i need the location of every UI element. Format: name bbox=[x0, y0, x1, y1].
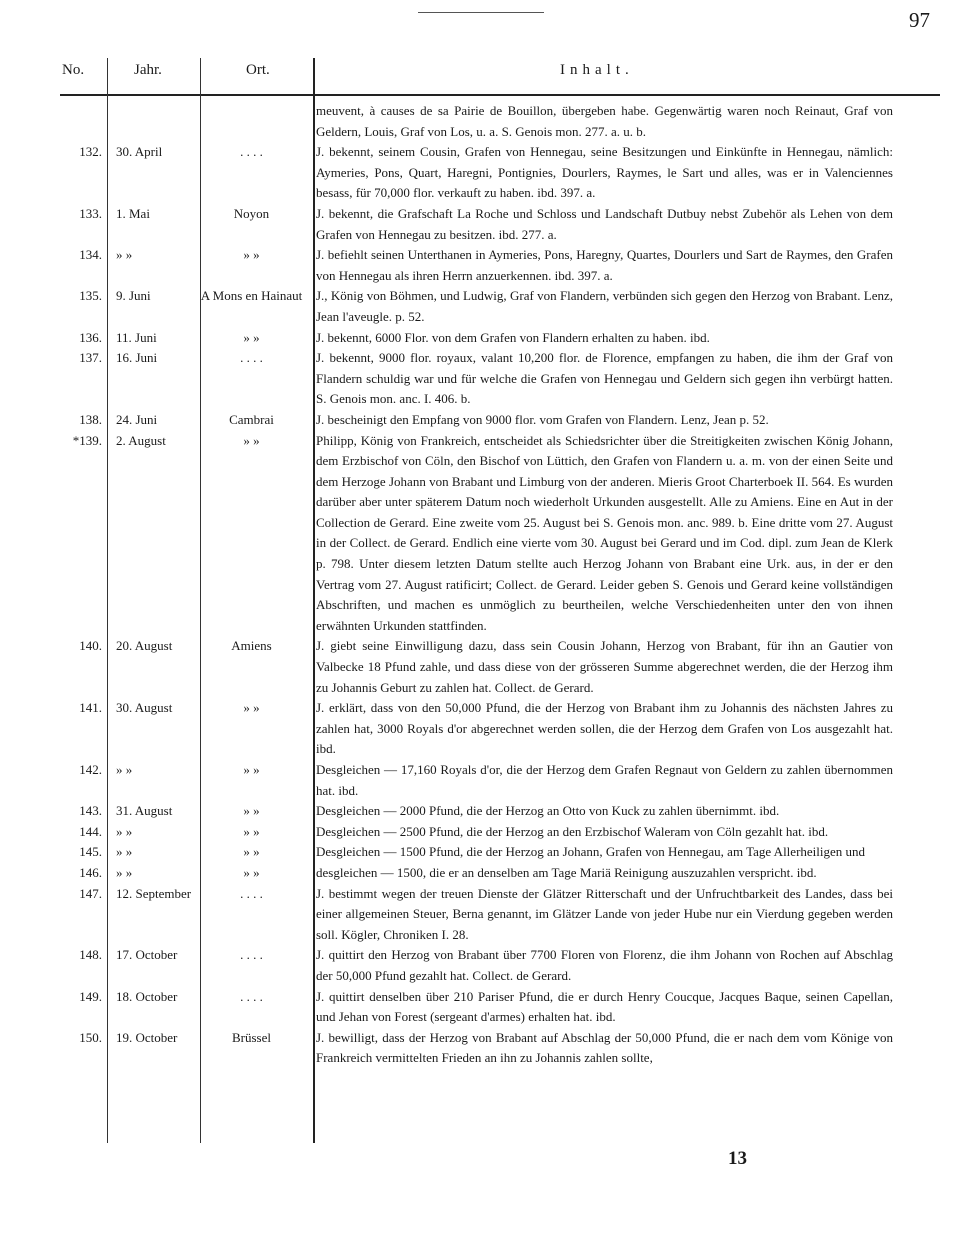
entry-date bbox=[102, 101, 195, 142]
table-row bbox=[60, 822, 950, 843]
entry-number: 149. bbox=[79, 988, 102, 1004]
entry-place: » » bbox=[243, 803, 260, 819]
table-row bbox=[60, 760, 950, 801]
entry-date: 12. September bbox=[116, 885, 192, 901]
entry-date: 17. October bbox=[116, 947, 178, 963]
table-row bbox=[60, 945, 950, 986]
entry-number: *139. bbox=[72, 432, 102, 448]
entry-date: 16. Juni bbox=[116, 350, 158, 366]
entry-number: 143. bbox=[79, 803, 102, 819]
entry-content: J. befiehlt seinen Unterthanen in Aymeries, Pons, Haregny, Quartes, Dourlers und Sart de Raymes, den Grafen von Hennegau als ihren Herrn anzuerkennen. ibd. 397. a. bbox=[316, 247, 893, 283]
entry-date: 1. Mai bbox=[116, 205, 150, 221]
entry-content: Desgleichen — 1500 Pfund, die der Herzog an Johann, Grafen von Hennegau, am Tage Allerheiligen und bbox=[316, 844, 866, 860]
entry-content: J. quittirt den Herzog von Brabant über 7700 Floren von Florenz, die ihm Johann von Rochen auf Abschlag der 50,000 Pfund gezahlt hat. Collect. de Gerard. bbox=[316, 947, 893, 983]
entry-number: 146. bbox=[79, 864, 102, 880]
entry-content: J. quittirt denselben über 210 Pariser Pfund, die er durch Henry Coucque, Jacques Baque, seinen Capellan, und Jehan von Forest (sergeant d'armes) erhalten hat. ibd. bbox=[316, 988, 893, 1025]
table-row bbox=[60, 884, 950, 946]
entry-place bbox=[195, 101, 308, 142]
header-jahr: Jahr. bbox=[134, 62, 162, 78]
entry-number: 135. bbox=[79, 288, 102, 304]
table-row bbox=[60, 328, 950, 349]
entry-place: » » bbox=[243, 329, 260, 345]
table-row bbox=[60, 987, 950, 1028]
header-inhalt: Inhalt. bbox=[560, 62, 634, 78]
entry-date: 18. October bbox=[116, 988, 178, 1004]
entry-content: J. bewilligt, dass der Herzog von Brabant auf Abschlag der 50,000 Pfund, die er nach dem vom Könige von Frankreich vermittelten Frieden an ihn zu Johannis zahlen sollte, bbox=[316, 1029, 893, 1066]
entry-place: . . . . bbox=[240, 350, 263, 366]
entry-place: » » bbox=[243, 247, 260, 263]
entry-date: 20. August bbox=[116, 638, 173, 654]
entry-place: » » bbox=[243, 844, 260, 860]
table-row bbox=[60, 801, 950, 822]
entry-date: 9. Juni bbox=[116, 288, 151, 304]
entry-number: 142. bbox=[79, 762, 102, 777]
entry-number: 150. bbox=[79, 1029, 102, 1045]
entry-place: Amiens bbox=[231, 638, 272, 654]
entry-place: » » bbox=[243, 700, 260, 716]
table-row bbox=[60, 842, 950, 863]
entry-content: desgleichen — 1500, die er an denselben am Tage Mariä Reinigung auszuzahlen verspricht. ibd. bbox=[316, 864, 817, 880]
table-row bbox=[60, 410, 950, 431]
entry-place: » » bbox=[243, 823, 260, 839]
entry-content: J. bescheinigt den Empfang von 9000 flor. vom Grafen von Flandern. Lenz, Jean p. 52. bbox=[316, 411, 769, 427]
table-row bbox=[60, 142, 950, 204]
entry-content: Desgleichen — 17,160 Royals d'or, die der Herzog dem Grafen Regnaut von Geldern zu zahlen übernommen hat. ibd. bbox=[316, 762, 893, 798]
table-row bbox=[60, 286, 950, 327]
entry-number: 145. bbox=[79, 844, 102, 860]
entry-date: » » bbox=[116, 864, 133, 880]
entry-date: 11. Juni bbox=[116, 329, 157, 345]
table-row bbox=[60, 348, 950, 410]
entry-place: Cambrai bbox=[229, 411, 274, 427]
entry-content: meuvent, à causes de sa Pairie de Bouillon, übergeben habe. Gegenwärtig waren noch Reinaut, Graf von Geldern, Louis, Graf von Los, u. a. S. Genois mon. 277. a. u. b. bbox=[316, 103, 893, 139]
entry-number: 136. bbox=[79, 329, 102, 345]
entry-place: Noyon bbox=[233, 205, 270, 221]
entry-content: J. giebt seine Einwilligung dazu, dass sein Cousin Johann, Herzog von Brabant, für ihn an Gautier von Valbecke 18 Pfund zahle, und dass diese von der grösseren Summe abgerechnet werden, die der Herzog ihm zu Johannis Geburt zu zahlen hat. Collect. de Gerard. bbox=[316, 638, 893, 695]
entry-number: 134. bbox=[79, 247, 102, 263]
entry-date: 30. April bbox=[116, 144, 163, 160]
entry-content: Desgleichen — 2000 Pfund, die der Herzog an Otto von Kuck zu zahlen übernimmt. ibd. bbox=[316, 803, 780, 819]
entry-date: 30. August bbox=[116, 700, 173, 716]
entry-place: . . . . bbox=[240, 885, 263, 901]
entries-table bbox=[60, 101, 950, 1069]
entry-number: 147. bbox=[79, 885, 102, 901]
table-header bbox=[60, 60, 940, 90]
table-row bbox=[60, 698, 950, 760]
table-row bbox=[60, 431, 950, 637]
entry-number: 140. bbox=[79, 638, 102, 654]
entry-place: . . . . bbox=[240, 988, 263, 1004]
entry-number: 132. bbox=[79, 144, 102, 160]
entry-content: J. bekennt, seinem Cousin, Grafen von Hennegau, seine Besitzungen und Einkünfte in Hennegau, nämlich: Aymeries, Pons, Quart, Haregni, Pontignies, Dourlers, Raymes, le Sart und alles, was er in Valenciennes besass, für 70,000 flor. verkauft zu haben. ibd. 397. a. bbox=[316, 144, 893, 201]
entry-content: J., König von Böhmen, und Ludwig, Graf von Flandern, verbünden sich gegen den Herzog von Brabant. Lenz, Jean l'aveugle. p. 52. bbox=[316, 288, 893, 324]
entry-place: . . . . bbox=[240, 947, 263, 963]
entry-number: 133. bbox=[79, 205, 102, 221]
entry-place: » » bbox=[243, 762, 260, 777]
entry-date: » » bbox=[116, 823, 133, 839]
page-number: 97 bbox=[909, 8, 930, 32]
entry-content: Philipp, König von Frankreich, entscheidet als Schiedsrichter über die Streitigkeiten zwischen König Johann, dem Erzbischof von Cöln, den Bischof von Lüttich, den Grafen von Flandern u. a. m. von der einen Seite und dem Herzoge Johann von Brabant und Limburg von der anderen. Mieris Groot Charterboek II. 564. Es wurden darüber aber unter späterem Datum noch wiederholt Urkunden ausgestellt. Alle zu Amiens. Eine en Aut in der Collection de Gerard. Eine zweite vom 25. August bei S. Genois mon. anc. 989. b. Eine dritte vom 27. August in der Collect. de Gerard. Endlich eine vierte vom 30. August bei Gerard und im Cod. dipl. zum Jean de Klerk p. 798. Unter diesem letzten Datum stellte auch Herzog Johann von Brabant eine Urk. aus, in der er den Vertrag vom 27. August ratificirt; Collect. de Gerard. Leider geben S. Genois und Gerard keine vollständigen Abschriften, und machen es unmöglich zu beurtheilen, welche Verschiedenheiten unter den von ihnen erwähnten Urkunden stattfinden. bbox=[316, 432, 893, 633]
entry-content: J. bestimmt wegen der treuen Dienste der Glätzer Ritterschaft und der Unfruchtbarkeit des Landes, dass bei einer allgemeinen Steuer, Berna genannt, im Glätzer Lande von jeder Hube nur ein Vierdung gegeben werden soll. Kögler, Chroniken I. 28. bbox=[316, 885, 893, 942]
header-rule bbox=[60, 94, 940, 96]
entry-date: » » bbox=[116, 762, 133, 777]
table-row bbox=[60, 1028, 950, 1069]
entry-place: » » bbox=[243, 864, 260, 880]
header-no: No. bbox=[62, 62, 85, 78]
table-row bbox=[60, 101, 950, 142]
entry-number: 137. bbox=[79, 350, 102, 366]
table-row bbox=[60, 863, 950, 884]
entry-date: 24. Juni bbox=[116, 411, 158, 427]
top-decorative-rule bbox=[418, 12, 544, 13]
entry-number bbox=[60, 101, 102, 142]
entry-content: J. bekennt, 6000 Flor. von dem Grafen von Flandern erhalten zu haben. ibd. bbox=[316, 329, 710, 345]
entry-number: 138. bbox=[79, 411, 102, 427]
entry-content: Desgleichen — 2500 Pfund, die der Herzog an den Erzbischof Waleram von Cöln gezahlt hat. ibd. bbox=[316, 823, 829, 839]
table-row bbox=[60, 636, 950, 698]
entry-place: Brüssel bbox=[232, 1029, 271, 1045]
entry-date: » » bbox=[116, 844, 133, 860]
entry-place: A Mons en Hainaut bbox=[200, 288, 303, 304]
entry-number: 148. bbox=[79, 947, 102, 963]
entry-date: 31. August bbox=[116, 803, 173, 819]
entry-date: » » bbox=[116, 247, 133, 263]
entry-date: 19. October bbox=[116, 1029, 178, 1045]
entry-content: J. erklärt, dass von den 50,000 Pfund, die der Herzog von Brabant ihm zu Johannis des nächsten Jahres zu zahlen hat, 3000 Royals d'or abgerechnet werden sollen, die der Herzog dem Grafen von Los ausgezahlt hat. ibd. bbox=[316, 700, 893, 757]
entry-content: J. bekennt, die Grafschaft La Roche und Schloss und Landschaft Dutbuy nebst Zubehör als Lehen von dem Grafen von Hennegau zu besitzen. ibd. 277. a. bbox=[316, 205, 893, 242]
header-ort: Ort. bbox=[246, 62, 270, 78]
entry-place: » » bbox=[243, 432, 260, 448]
folio-number: 13 bbox=[728, 1148, 747, 1169]
table-row bbox=[60, 245, 950, 286]
entry-date: 2. August bbox=[116, 432, 166, 448]
table-row bbox=[60, 204, 950, 245]
entry-number: 141. bbox=[79, 700, 102, 716]
entry-number: 144. bbox=[79, 823, 102, 839]
entry-place: . . . . bbox=[240, 144, 263, 160]
entry-content: J. bekennt, 9000 flor. royaux, valant 10,200 flor. de Florence, empfangen zu haben, die ihm der Graf von Flandern schuldig war und für welche die Grafen von Hennegau und Geldern sich gegen ihn verbürgt hatten. S. Genois mon. anc. I. 406. b. bbox=[316, 350, 893, 407]
